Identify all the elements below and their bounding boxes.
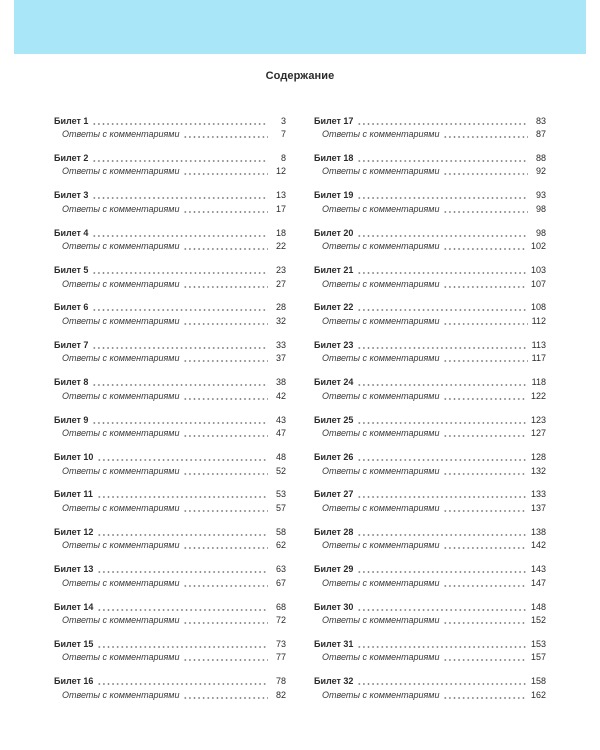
dot-leader [183,248,268,250]
ticket-title: Билет 9 [54,414,89,425]
ticket-title: Билет 13 [54,564,94,575]
answers-page-number: 7 [280,129,286,139]
ticket-title: Билет 25 [314,414,354,425]
answers-title: Ответы с комментариями [62,502,180,513]
toc-entry [54,412,286,449]
dot-leader [357,683,527,685]
toc-answers-row[interactable] [54,388,286,402]
ticket-page-number: 8 [280,152,286,163]
answers-page-number: 22 [275,241,286,252]
dot-leader [183,398,268,400]
dot-leader [443,435,526,437]
ticket-page-number: 43 [275,414,286,425]
answers-title: Ответы с комментариями [322,203,440,214]
dot-leader [183,360,268,362]
ticket-title: Билет 8 [54,377,89,388]
ticket-page-number: 13 [275,190,286,201]
dot-leader [357,534,527,536]
toc-entry [54,375,286,412]
answers-page-number: 47 [275,428,286,439]
ticket-page-number: 68 [275,601,286,612]
answers-page-number: 122 [530,390,546,401]
ticket-page-number: 93 [535,190,546,201]
ticket-title: Билет 4 [54,227,89,238]
toc-answers-row[interactable] [54,276,286,290]
dot-leader [443,323,527,325]
dot-leader [97,609,268,611]
ticket-title: Билет 21 [314,265,354,276]
toc-entry [314,412,546,449]
dot-leader [357,571,527,573]
answers-page-number: 42 [275,390,286,401]
dot-leader [183,435,268,437]
toc-answers-row[interactable] [314,463,546,477]
ticket-title: Билет 22 [314,302,354,313]
toc-entry [314,188,546,225]
ticket-page-number: 73 [275,638,286,649]
dot-leader [443,360,527,362]
dot-leader [357,347,527,349]
dot-leader [443,286,526,288]
toc-answers-row[interactable] [314,201,546,215]
toc-entry [314,337,546,374]
dot-leader [443,585,526,587]
ticket-title: Билет 24 [314,377,354,388]
answers-title: Ответы с комментариями [62,540,180,551]
ticket-page-number: 128 [530,452,546,463]
toc-ticket-row[interactable] [314,300,546,314]
ticket-title: Билет 31 [314,638,354,649]
answers-page-number: 142 [530,540,546,551]
toc-ticket-row[interactable] [54,263,286,277]
toc-answers-row[interactable] [314,613,546,627]
answers-page-number: 32 [275,315,286,326]
answers-title: Ответы с комментариями [62,689,180,700]
answers-page-number: 152 [530,615,546,626]
ticket-title: Билет 1 [54,115,89,126]
ticket-page-number: 48 [275,452,286,463]
toc-ticket-row[interactable] [54,599,286,613]
answers-page-number: 147 [530,577,546,588]
toc-ticket-row[interactable] [54,562,286,576]
ticket-page-number: 138 [530,526,546,537]
toc-entry [314,225,546,262]
ticket-page-number: 3 [280,115,286,126]
toc-answers-row[interactable] [54,613,286,627]
answers-title: Ответы с комментариями [322,390,440,401]
toc-entry [54,562,286,599]
toc-entry [54,674,286,711]
ticket-page-number: 28 [275,302,286,313]
toc-entry [314,450,546,487]
dot-leader [357,197,528,199]
dot-leader [443,547,526,549]
dot-leader [183,173,268,175]
toc-answers-row[interactable] [314,500,546,514]
answers-page-number: 162 [530,689,546,700]
answers-page-number: 72 [275,615,286,626]
toc-entry [314,375,546,412]
toc-answers-row[interactable] [54,426,286,440]
toc-ticket-row[interactable] [54,113,286,127]
toc-ticket-row[interactable] [314,487,546,501]
toc-entry [314,300,546,337]
ticket-title: Билет 15 [54,638,94,649]
toc-ticket-row[interactable] [314,524,546,538]
answers-title: Ответы с комментариями [322,353,440,364]
answers-page-number: 112 [531,315,546,326]
ticket-title: Билет 32 [314,676,354,687]
answers-title: Ответы с комментариями [322,241,440,252]
answers-page-number: 137 [530,502,546,513]
answers-title: Ответы с комментариями [62,390,180,401]
dot-leader [183,547,268,549]
dot-leader [357,609,527,611]
toc-ticket-row[interactable] [54,150,286,164]
toc-ticket-row[interactable] [54,487,286,501]
ticket-page-number: 143 [530,564,546,575]
dot-leader [92,422,268,424]
dot-leader [92,123,268,125]
toc-entry [54,225,286,262]
toc-entry [54,524,286,561]
ticket-title: Билет 14 [54,601,94,612]
toc-ticket-row[interactable] [54,300,286,314]
answers-page-number: 52 [275,465,286,476]
answers-page-number: 82 [275,689,286,700]
answers-page-number: 87 [535,129,546,139]
dot-leader [357,384,527,386]
answers-title: Ответы с комментариями [62,465,180,476]
dot-leader [97,646,268,648]
toc-answers-row[interactable] [54,500,286,514]
answers-page-number: 157 [530,652,546,663]
toc-ticket-row[interactable] [314,113,546,127]
ticket-title: Билет 29 [314,564,354,575]
toc-ticket-row[interactable] [314,225,546,239]
toc-answers-row[interactable] [54,164,286,178]
toc-answers-row[interactable] [54,575,286,589]
answers-title: Ответы с комментариями [322,689,440,700]
toc-entry [314,562,546,599]
dot-leader [357,235,528,237]
ticket-page-number: 88 [535,152,546,163]
dot-leader [443,659,526,661]
dot-leader [443,136,528,138]
ticket-title: Билет 27 [314,489,354,500]
answers-title: Ответы с комментариями [62,166,180,177]
toc-answers-row[interactable] [314,575,546,589]
toc-ticket-row[interactable] [54,412,286,426]
ticket-title: Билет 26 [314,452,354,463]
toc-answers-row[interactable] [54,201,286,215]
toc-ticket-row[interactable] [314,450,546,464]
ticket-page-number: 118 [531,377,546,388]
answers-page-number: 132 [530,465,546,476]
answers-title: Ответы с комментариями [322,428,440,439]
dot-leader [92,235,268,237]
ticket-title: Билет 3 [54,190,89,201]
answers-title: Ответы с комментариями [322,652,440,663]
toc-column-right [314,113,546,711]
answers-page-number: 62 [275,540,286,551]
toc-ticket-row[interactable] [314,599,546,613]
toc-entry [314,599,546,636]
dot-leader [357,123,528,125]
dot-leader [183,323,268,325]
dot-leader [443,622,526,624]
answers-page-number: 37 [275,353,286,364]
ticket-page-number: 33 [275,339,286,350]
ticket-page-number: 113 [531,339,546,350]
toc-entry [314,636,546,673]
toc-ticket-row[interactable] [314,375,546,389]
dot-leader [92,160,268,162]
answers-title: Ответы с комментариями [322,278,440,289]
ticket-page-number: 18 [275,227,286,238]
toc-answers-row[interactable] [54,538,286,552]
toc-answers-row[interactable] [54,687,286,701]
toc-answers-row[interactable] [54,463,286,477]
dot-leader [97,534,268,536]
answers-page-number: 127 [530,428,546,439]
ticket-page-number: 23 [275,265,286,276]
dot-leader [357,459,527,461]
dot-leader [183,659,268,661]
answers-title: Ответы с комментариями [62,652,180,663]
answers-title: Ответы с комментариями [62,203,180,214]
toc-ticket-row[interactable] [314,150,546,164]
dot-leader [357,272,527,274]
answers-page-number: 107 [530,278,546,289]
ticket-page-number: 63 [275,564,286,575]
dot-leader [97,496,268,498]
dot-leader [357,422,527,424]
toc-entry [314,524,546,561]
toc-entry [314,263,546,300]
toc-answers-row[interactable] [314,276,546,290]
toc-entry [54,636,286,673]
dot-leader [97,459,268,461]
toc-answers-row[interactable] [314,127,546,141]
answers-title: Ответы с комментариями [62,315,180,326]
toc-entry [314,113,546,150]
answers-title: Ответы с комментариями [322,577,440,588]
toc-ticket-row[interactable] [54,225,286,239]
answers-title: Ответы с комментариями [62,129,180,139]
toc-ticket-row[interactable] [54,188,286,202]
dot-leader [92,272,268,274]
dot-leader [183,585,268,587]
answers-title: Ответы с комментариями [322,540,440,551]
answers-title: Ответы с комментариями [322,315,440,326]
dot-leader [443,211,528,213]
answers-title: Ответы с комментариями [62,353,180,364]
ticket-page-number: 153 [530,638,546,649]
dot-leader [97,571,268,573]
toc-answers-row[interactable] [54,313,286,327]
toc-answers-row[interactable] [54,239,286,253]
ticket-title: Билет 2 [54,152,89,163]
toc-entry [54,263,286,300]
ticket-title: Билет 11 [54,489,93,500]
toc-answers-row[interactable] [54,650,286,664]
answers-title: Ответы с комментариями [322,129,440,139]
ticket-page-number: 83 [535,115,546,126]
dot-leader [92,309,268,311]
answers-page-number: 12 [275,166,286,177]
toc-entry [54,450,286,487]
dot-leader [183,286,268,288]
answers-title: Ответы с комментариями [62,241,180,252]
ticket-page-number: 38 [275,377,286,388]
ticket-page-number: 148 [530,601,546,612]
toc-ticket-row[interactable] [54,375,286,389]
dot-leader [92,384,268,386]
dot-leader [443,173,528,175]
toc-entry [54,188,286,225]
ticket-page-number: 103 [530,265,546,276]
toc-answers-row[interactable] [314,164,546,178]
toc-entry [54,599,286,636]
answers-page-number: 67 [275,577,286,588]
ticket-title: Билет 17 [314,115,354,126]
dot-leader [357,309,527,311]
ticket-title: Билет 23 [314,339,354,350]
answers-title: Ответы с комментариями [62,278,180,289]
answers-page-number: 92 [535,166,546,177]
ticket-page-number: 108 [530,302,546,313]
ticket-page-number: 123 [530,414,546,425]
toc-ticket-row[interactable] [314,562,546,576]
dot-leader [443,248,526,250]
dot-leader [183,510,268,512]
toc-answers-row[interactable] [314,388,546,402]
ticket-page-number: 78 [275,676,286,687]
toc-entry [54,300,286,337]
toc-ticket-row[interactable] [54,674,286,688]
ticket-title: Билет 20 [314,227,354,238]
toc-answers-row[interactable] [314,687,546,701]
dot-leader [443,697,526,699]
toc-answers-row[interactable] [54,127,286,141]
dot-leader [357,160,528,162]
answers-page-number: 27 [275,278,286,289]
ticket-title: Билет 5 [54,265,89,276]
answers-page-number: 17 [275,203,286,214]
toc-answers-row[interactable] [314,239,546,253]
ticket-title: Билет 16 [54,676,94,687]
toc-answers-row[interactable] [314,426,546,440]
toc-ticket-row[interactable] [54,450,286,464]
ticket-page-number: 58 [275,526,286,537]
toc-entry [54,337,286,374]
dot-leader [183,211,268,213]
toc-entry [54,150,286,187]
toc-entry [314,150,546,187]
answers-page-number: 57 [275,502,286,513]
answers-title: Ответы с комментариями [322,502,440,513]
ticket-title: Билет 12 [54,526,94,537]
dot-leader [183,473,268,475]
dot-leader [92,197,268,199]
toc-ticket-row[interactable] [54,337,286,351]
answers-title: Ответы с комментариями [62,615,180,626]
toc-ticket-row[interactable] [314,636,546,650]
dot-leader [183,697,268,699]
ticket-title: Билет 7 [54,339,89,350]
answers-title: Ответы с комментариями [322,465,440,476]
answers-page-number: 102 [530,241,546,252]
dot-leader [443,398,526,400]
toc-answers-row[interactable] [314,313,546,327]
dot-leader [183,622,268,624]
dot-leader [357,496,527,498]
ticket-title: Билет 6 [54,302,89,313]
header-color-band [14,0,586,54]
toc-answers-row[interactable] [314,650,546,664]
ticket-title: Билет 30 [314,601,354,612]
toc-answers-row[interactable] [54,351,286,365]
toc-ticket-row[interactable] [54,524,286,538]
ticket-title: Билет 18 [314,152,354,163]
toc-entry [54,487,286,524]
dot-leader [97,683,268,685]
ticket-title: Билет 19 [314,190,354,201]
ticket-title: Билет 28 [314,526,354,537]
toc-ticket-row[interactable] [314,263,546,277]
toc-ticket-row[interactable] [54,636,286,650]
toc-answers-row[interactable] [314,538,546,552]
toc-ticket-row[interactable] [314,674,546,688]
dot-leader [92,347,268,349]
answers-page-number: 77 [275,652,286,663]
ticket-page-number: 53 [275,489,286,500]
toc-ticket-row[interactable] [314,412,546,426]
toc-ticket-row[interactable] [314,337,546,351]
answers-title: Ответы с комментариями [322,166,440,177]
answers-page-number: 117 [531,353,546,364]
answers-title: Ответы с комментариями [322,615,440,626]
answers-title: Ответы с комментариями [62,428,180,439]
ticket-page-number: 98 [535,227,546,238]
toc-entry [314,674,546,711]
toc-ticket-row[interactable] [314,188,546,202]
dot-leader [357,646,527,648]
ticket-title: Билет 10 [54,452,94,463]
toc-entry [314,487,546,524]
page-title: Содержание [265,70,335,82]
answers-page-number: 98 [535,203,546,214]
dot-leader [443,510,526,512]
answers-title: Ответы с комментариями [62,577,180,588]
dot-leader [183,136,268,138]
toc-column-left [54,113,286,711]
ticket-page-number: 133 [530,489,546,500]
ticket-page-number: 158 [530,676,546,687]
toc-entry [54,113,286,150]
dot-leader [443,473,526,475]
toc-answers-row[interactable] [314,351,546,365]
